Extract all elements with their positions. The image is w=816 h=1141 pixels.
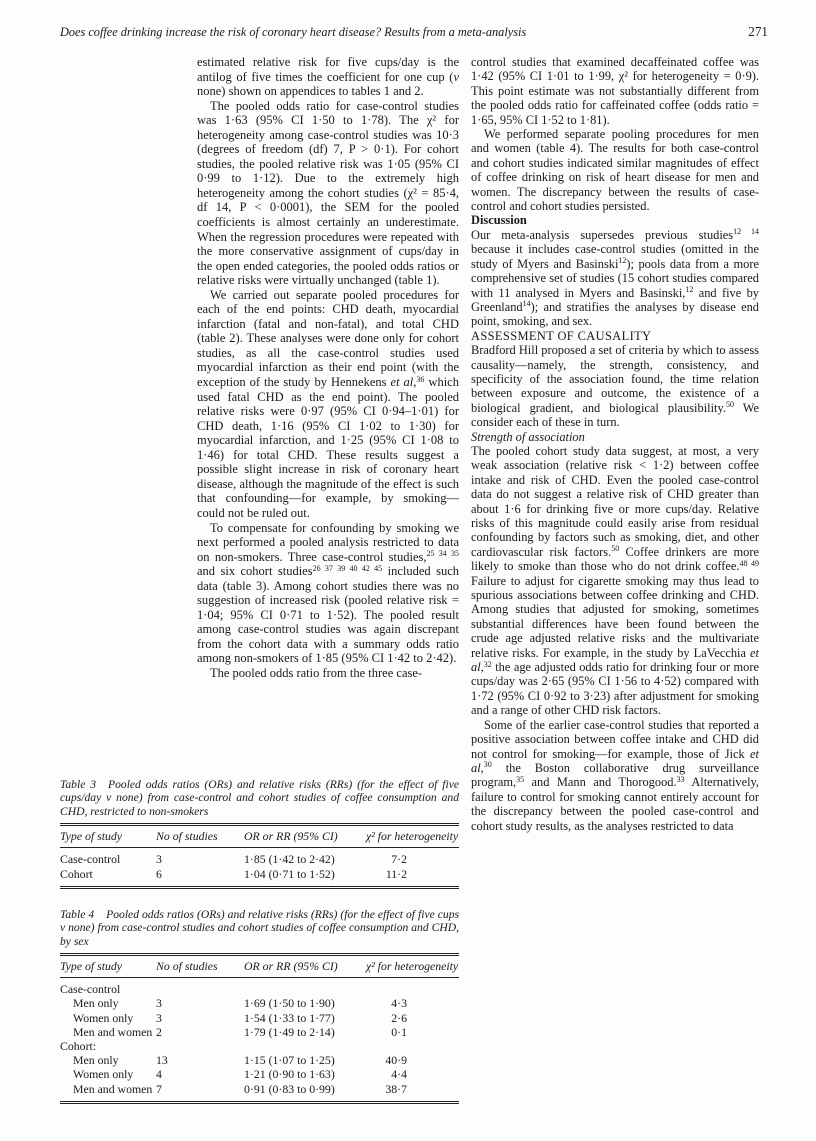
table-cell: 0·91 (0·83 to 0·99) (244, 1081, 335, 1096)
table-4-label: Table 4 (60, 907, 95, 921)
table-cell: 7 (156, 1081, 162, 1096)
table-cell: 1·79 (1·49 to 2·14) (244, 1024, 335, 1039)
assessment-of-causality-heading: ASSESSMENT OF CAUSALITY (471, 328, 652, 343)
table-cell: 4·4 (391, 1067, 407, 1082)
reference-superscript: 32 (483, 659, 492, 669)
table-cell: Men and women (73, 1081, 153, 1096)
body-paragraph: estimated relative risk for five cups/day is the antilog of five times the coefficient for one cup (v none) shown on appendices to tables 1 and 2. (197, 55, 459, 99)
reference-superscript: 50 (725, 400, 734, 410)
table-row (60, 1040, 459, 1054)
table-row (60, 978, 459, 997)
table-cell: 2 (156, 1024, 162, 1039)
column-header: χ² for heterogeneity (366, 825, 459, 848)
table-cell: 7·2 (391, 852, 407, 867)
table-3-label: Table 3 (60, 778, 97, 791)
table-cell (366, 1040, 459, 1054)
table-row (60, 867, 459, 887)
column-header: χ² for heterogeneity (366, 955, 459, 978)
column-header: No of studies (156, 955, 244, 978)
table-cell: 3 (156, 852, 162, 867)
column-header: OR or RR (95% CI) (244, 955, 366, 978)
running-header: Does coffee drinking increase the risk of coronary heart disease? Results from a meta-analysis (60, 25, 527, 39)
table-cell: Case-control (60, 982, 121, 997)
table-cell: 1·85 (1·42 to 2·42) (244, 852, 335, 867)
table-3-block (60, 778, 459, 889)
table-cell (156, 978, 244, 997)
table-cell (244, 978, 366, 997)
table-cell: 11·2 (385, 866, 407, 881)
column-header: Type of study (60, 955, 156, 978)
reference-superscript: 25 34 35 (426, 549, 459, 559)
right-column (471, 55, 759, 833)
table-cell (366, 978, 459, 997)
reference-superscript: 26 37 39 40 42 45 (312, 563, 383, 573)
table-cell: 3 (156, 996, 162, 1011)
body-paragraph: Bradford Hill proposed a set of criteria by which to assess causality—namely, the strength, consistency, and specificity of the association found, the time relation between exposure and outcome, the existence of a biological gradient, and biological plausibility.$^{50}$ We consider each of these in turn. (471, 343, 759, 430)
table-header-row (60, 825, 459, 848)
table-cell: 38·7 (385, 1081, 407, 1096)
table-cell: 1·04 (0·71 to 1·52) (244, 866, 335, 881)
body-paragraph: We performed separate pooling procedures for men and women (table 4). The results for both case-control and cohort studies indicated similar magnitudes of effect of coffee drinking on risk of heart disease for men and women. The discrepancy between the results of case-control and cohort studies persisted. (471, 127, 759, 214)
reference-superscript: 12 (685, 285, 694, 294)
table-cell: 1·54 (1·33 to 1·77) (244, 1010, 335, 1025)
table-4-caption-text: Pooled odds ratios (ORs) and relative risks (RRs) (for the effect of five cups v none) from case-control studies and cohort studies of coffee consumption and CHD, by sex (60, 907, 460, 948)
reference-superscript: 14 (522, 299, 531, 309)
reference-superscript: 33 (676, 774, 685, 784)
table-3-caption-text: Pooled odds ratios (ORs) and relative risks (RRs) (for the effect of five cups/day v none) from case-control and cohort studies of coffee consumption and CHD, restricted to non-smokers (60, 778, 459, 818)
table-4 (60, 953, 459, 1104)
reference-superscript: 36 (416, 374, 425, 384)
table-row (60, 1068, 459, 1082)
reference-superscript: 12 (618, 256, 627, 266)
table-cell: Women only (73, 1010, 134, 1025)
column-header: Type of study (60, 825, 156, 848)
left-column (197, 55, 459, 681)
italic-text: et al (390, 375, 414, 390)
body-paragraph: We carried out separate pooled procedures for each of the end points: CHD death, myocardial infarction (fatal and non-fatal), and total CHD (table 2). These analyses were done only for cohort studies, as all the case-control studies used myocardial infarction as their end point (with the exception of the study by Hennekens et al,$^{36}$ which used fatal CHD as the end point). The pooled relative risks were 0·97 (95% CI 0·94–1·01) for CHD death, 1·16 (95% CI 1·02 to 1·30) for myocardial infarction, and 1·25 (95% CI 1·08 to 1·46) for total CHD. These results suggest a possible slight increase in risk of coronary heart disease, although the magnitude of the effect is such that confounding—for example, by smoking—could not be ruled out. (197, 287, 459, 520)
body-paragraph: Our meta-analysis supersedes previous studies$^{12 14}$ because it includes case-control studies (omitted in the study of Myers and Basinski$^{12}$); pools data from a more comprehensive set of studies (15 cohort studies compared with 11 analysed in Myers and Basinski,$^{12}$ and five by Greenland$^{14}$); and stratifies the analyses by disease end point, smoking, and sex. (471, 227, 759, 329)
table-row (60, 848, 459, 867)
tables-region (60, 778, 459, 1104)
table-row (60, 997, 459, 1011)
table-cell (156, 1040, 244, 1054)
reference-superscript: 50 (611, 544, 620, 554)
table-row (60, 1054, 459, 1068)
body-paragraph: control studies that examined decaffeinated coffee was 1·42 (95% CI 1·01 to 1·99, χ² for heterogeneity = 0·9). This point estimate was not substantially different from the pooled odds ratio for caffeinated coffee (odds ratio = 1·65, 95% CI 1·52 to 1·81). (471, 55, 759, 127)
table-4-block (60, 908, 459, 1104)
reference-superscript: 35 (516, 774, 525, 784)
italic-text: et al (471, 746, 759, 775)
table-cell: Women only (73, 1067, 134, 1082)
table-cell (244, 1040, 366, 1054)
table-cell: Cohort (60, 866, 93, 881)
table-cell: 1·15 (1·07 to 1·25) (244, 1053, 335, 1068)
table-header-row (60, 955, 459, 978)
body-paragraph: Some of the earlier case-control studies that reported a positive association between coffee intake and CHD did not control for smoking—for example, those of Jick et al,$^{30}$ the Boston collaborative drug surveillance program,$^{35}$ and Mann and Thorogood.$^{33}$ Alternatively, failure to control for smoking cannot entirely account for the discrepancy between the pooled case-control and cohort study results, as the analyses restricted to data (471, 717, 760, 833)
table-cell: Case-control (60, 852, 121, 867)
table-cell: 3 (156, 1010, 162, 1025)
table-4-caption (60, 908, 459, 948)
table-cell: Men only (73, 1053, 119, 1068)
table-cell: 2·6 (391, 1010, 407, 1025)
column-header: No of studies (156, 825, 244, 848)
reference-superscript: 48 49 (739, 558, 760, 568)
table-cell: 0·1 (391, 1024, 407, 1039)
table-cell: Cohort: (60, 1039, 97, 1054)
reference-superscript: 12 14 (733, 227, 759, 237)
body-paragraph: To compensate for confounding by smoking we next performed a pooled analysis restricted to data on non-smokers. Three case-control studies,$^{25 34 35}$ and six cohort studies$^{26 37 39 40 42 45}$ included such data (table 3). Among cohort studies there was no suggestion of increased risk (pooled relative risk = 1·04; 95% CI 0·71 to 1·52). The pooled result among case-control studies was again discrepant from the cohort data with a summary odds ratio among non-smokers of 1·85 (95% CI 1·42 to 2·42). (197, 520, 459, 666)
strength-of-association-heading: Strength of association (471, 429, 585, 444)
table-cell: 4·3 (391, 996, 407, 1011)
page-number: 271 (748, 24, 768, 39)
table-3 (60, 823, 459, 889)
table-row (60, 1011, 459, 1025)
table-cell: 1·21 (0·90 to 1·63) (244, 1067, 335, 1082)
column-header: OR or RR (95% CI) (244, 825, 366, 848)
reference-superscript: 30 (483, 760, 492, 770)
table-cell: 13 (156, 1053, 168, 1068)
table-row (60, 1082, 459, 1102)
italic-text: v (453, 69, 459, 84)
italic-text: et al (471, 645, 759, 675)
table-row (60, 1025, 459, 1039)
body-paragraph: The pooled odds ratio from the three case- (210, 665, 423, 680)
body-paragraph: The pooled odds ratio for case-control studies was 1·63 (95% CI 1·50 to 1·78). The χ² for heterogeneity among case-control studies was 10·3 (degrees of freedom (df) 7, P > 0·1). For cohort studies, the pooled relative risk was 1·05 (95% CI 0·99 to 1·12). Due to the extremely high heterogeneity among the cohort studies (χ² = 85·4, df 14, P < 0·0001), the SEM for the pooled coefficients is almost certainly an underestimate. When the regression procedures were repeated with the more conservative assignment of cups/day in the open ended categories, the pooled odds ratios or relative risks were virtually unchanged (table 1). (197, 98, 459, 288)
table-cell: 40·9 (385, 1053, 407, 1068)
table-3-caption (60, 778, 459, 818)
table-cell: Men only (73, 996, 119, 1011)
table-cell: 1·69 (1·50 to 1·90) (244, 996, 335, 1011)
table-cell: Men and women (73, 1024, 153, 1039)
table-cell: 4 (156, 1067, 162, 1082)
table-cell: 6 (156, 866, 162, 881)
discussion-heading: Discussion (471, 213, 527, 228)
body-paragraph: The pooled cohort study data suggest, at most, a very weak association (relative risk < 1·2) between coffee intake and risk of CHD. Even the pooled case-control data do not suggest a relative risk of CHD greater than about 1·6 for drinking five or more cups/day. Relative risks of this magnitude could easily arise from residual confounding by factors such as smoking, diet, and other cardiovascular risk factors.$^{50}$ Coffee drinkers are more likely to smoke than those who do not drink coffee.$^{48 49}$ Failure to adjust for cigarette smoking may thus lead to spurious associations between coffee drinking and CHD. Among studies that adjusted for smoking, sometimes substantial differences have been found between the crude age adjusted relative risks and the multivariate relative risks. For example, in the study by LaVecchia et al,$^{32}$ the age adjusted odds ratio for drinking four or more cups/day was 2·65 (95% CI 1·56 to 4·52) compared with 1·72 (95% CI 0·92 to 3·23) after adjustment for smoking and a range of other CHD risk factors. (471, 443, 760, 718)
